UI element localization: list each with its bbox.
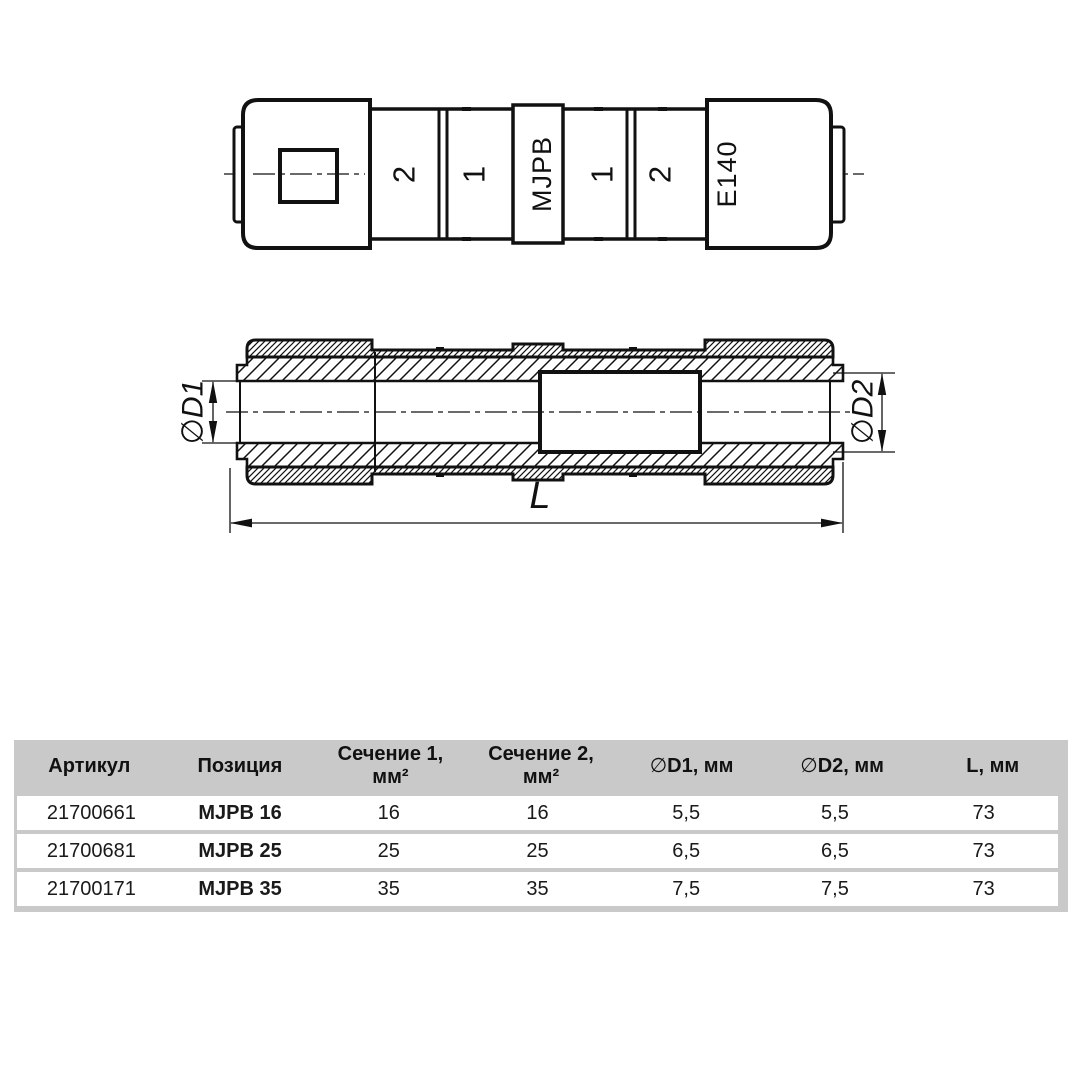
dim-label-d1: ∅D1	[176, 379, 210, 445]
table-header-row	[14, 740, 1068, 792]
cell-d2: 7,5	[821, 877, 849, 900]
cell-d1: 6,5	[672, 839, 701, 862]
header-length: L, мм	[966, 754, 1020, 777]
diameter-symbol: ∅	[800, 754, 818, 777]
cell-section2: 16	[526, 801, 549, 824]
cell-d2: 5,5	[821, 801, 849, 824]
spec-table	[14, 740, 1068, 912]
table-row	[17, 796, 1058, 830]
diameter-symbol: ∅	[649, 754, 668, 777]
cell-length: 73	[972, 839, 995, 862]
marking-2-left: 2	[386, 164, 422, 184]
arrowhead-up	[209, 381, 217, 403]
strip-tick	[436, 473, 444, 477]
cell-article: 21700661	[46, 801, 136, 824]
arrowhead-down	[209, 421, 217, 443]
cell-section1: 16	[377, 801, 400, 824]
table-row	[17, 834, 1058, 868]
arrowhead-right	[821, 519, 843, 528]
cell-position: MJPB 25	[198, 839, 282, 862]
inspection-window	[280, 150, 337, 202]
strip-tick	[436, 347, 444, 351]
header-d1: ∅D1, мм	[649, 754, 734, 777]
header-article: Артикул	[48, 754, 131, 777]
marking-1-right: 1	[584, 164, 620, 184]
cell-position: MJPB 16	[198, 801, 282, 824]
strip-tick	[629, 473, 637, 477]
arrowhead-left	[230, 519, 252, 528]
cell-article: 21700171	[46, 877, 136, 900]
cell-d1: 7,5	[672, 877, 701, 900]
cell-position: MJPB 35	[198, 877, 282, 900]
header-section1: Сечение 1, мм²	[337, 743, 444, 788]
cell-length: 73	[972, 877, 995, 900]
cell-section2: 25	[526, 839, 549, 862]
header-d2: ∅D2, мм	[800, 754, 884, 777]
cell-section1: 35	[377, 877, 400, 900]
cell-section1: 25	[377, 839, 400, 862]
dimension-d2	[833, 373, 895, 452]
connector-top-view	[224, 100, 864, 248]
cell-length: 73	[972, 801, 995, 824]
marking-2-right: 2	[642, 164, 678, 184]
dim-label-d2: ∅D2	[846, 379, 880, 445]
marking-e140: E140	[712, 140, 742, 208]
outer-sleeve-top	[247, 340, 833, 357]
marking-mjpb: MJPB	[527, 135, 557, 213]
dim-label-length: L	[529, 475, 551, 517]
connector-section-view	[177, 340, 896, 533]
cell-d1: 5,5	[672, 801, 701, 824]
strip-tick	[629, 347, 637, 351]
table-row	[17, 872, 1058, 906]
header-section2: Сечение 2, мм²	[488, 743, 594, 788]
header-position: Позиция	[197, 754, 283, 777]
cell-section2: 35	[526, 877, 549, 900]
cell-article: 21700681	[46, 839, 136, 862]
marking-1-left: 1	[456, 164, 492, 184]
cell-d2: 6,5	[821, 839, 849, 862]
